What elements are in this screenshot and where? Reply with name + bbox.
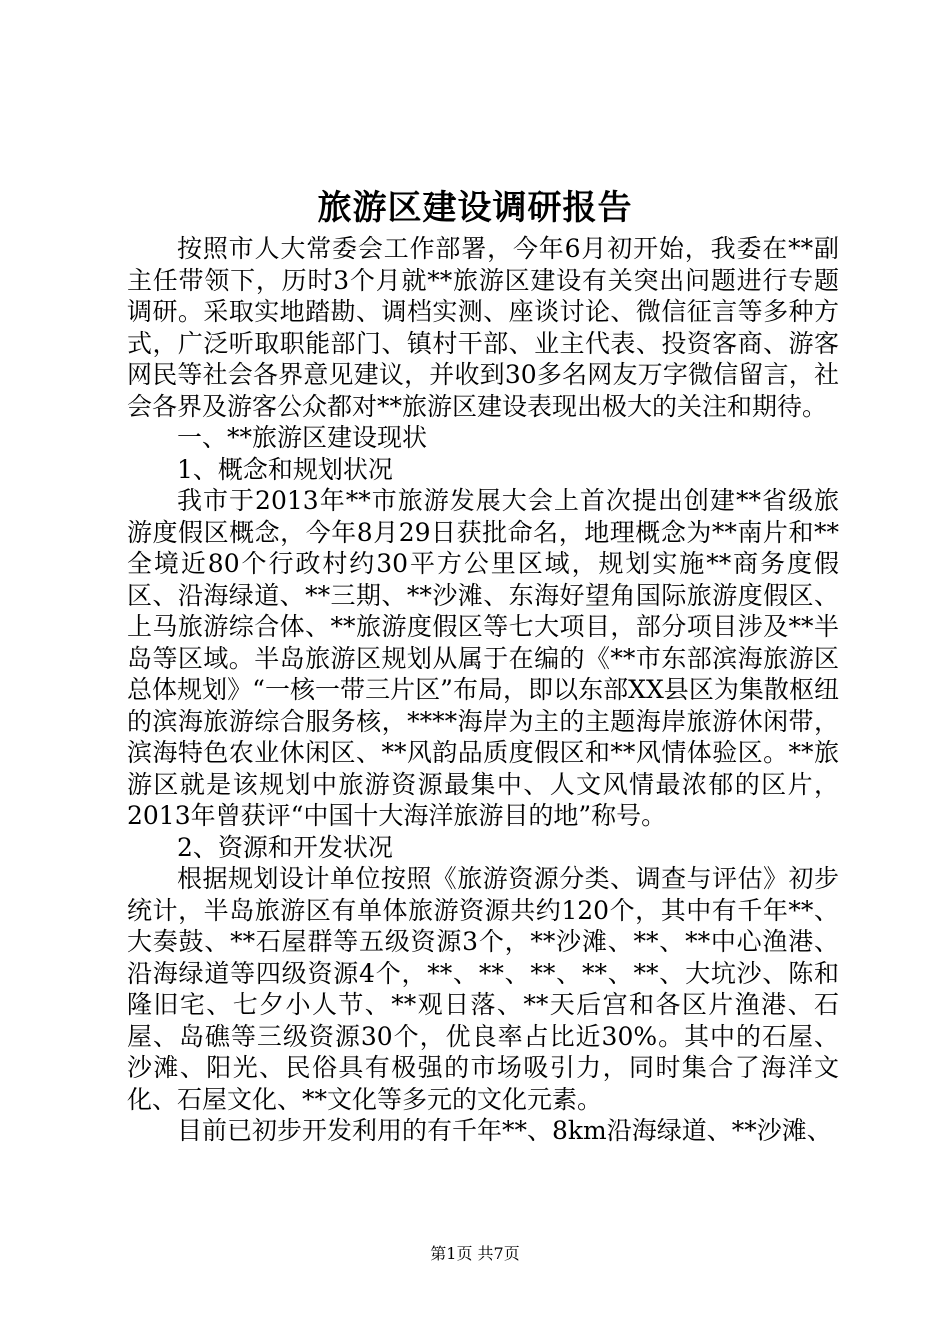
development-paragraph: 目前已初步开发利用的有千年**、8km沿海绿道、**沙滩、 [177,1116,832,1145]
document-body [127,233,839,1147]
subsection-heading-concept-planning: 1、概念和规划状况 [177,454,393,484]
subsection-heading-resources-development: 2、资源和开发状况 [177,832,393,862]
intro-paragraph: 按照市人大常委会工作部署，今年6月初开始，我委在**副主任带领下，历时3个月就**旅游区建设有关突出问题进行专题调研。采取实地踏勘、调档实测、座谈讨论、微信征言等多种方式，广泛听取职能部门、镇村干部、业主代表、投资客商、游客网民等社会各界意见建议，并收到30多名网友万字微信留言，社会各界及游客公众都对**旅游区建设表现出极大的关注和期待。 [127,234,839,421]
document-title: 旅游区建设调研报告 [317,188,633,228]
resources-paragraph: 根据规划设计单位按照《旅游资源分类、调查与评估》初步统计，半岛旅游区有单体旅游资源共约120个，其中有千年**、大奏鼓、**石屋群等五级资源3个，**沙滩、**、**中心渔港、沿海绿道等四级资源4个，**、**、**、**、**、大坑沙、陈和隆旧宅、七夕小人节、**观日落、**天后宫和各区片渔港、石屋、岛礁等三级资源30个，优良率占比近30%。其中的石屋、沙滩、阳光、民俗具有极强的市场吸引力，同时集合了海洋文化、石屋文化、**文化等多元的文化元素。 [127,864,839,1114]
concept-planning-paragraph: 我市于2013年**市旅游发展大会上首次提出创建**省级旅游度假区概念，今年8月29日获批命名，地理概念为**南片和**全境近80个行政村约30平方公里区域，规划实施**商务度假区、沿海绿道、**三期、**沙滩、东海好望角国际旅游度假区、上马旅游综合体、**旅游度假区等七大项目，部分项目涉及**半岛等区域。半岛旅游区规划从属于在编的《**市东部滨海旅游区总体规划》“一核一带三片区”布局，即以东部XX县区为集散枢纽的滨海旅游综合服务核，****海岸为主的主题海岸旅游休闲带，滨海特色农业休闲区、**风韵品质度假区和**风情体验区。**旅游区就是该规划中旅游资源最集中、人文风情最浓郁的区片，2013年曾获评“中国十大海洋旅游目的地”称号。 [127,486,839,830]
page-footer: 第1页 共7页 [430,1244,520,1263]
section-heading-current-status: 一、**旅游区建设现状 [177,423,428,452]
